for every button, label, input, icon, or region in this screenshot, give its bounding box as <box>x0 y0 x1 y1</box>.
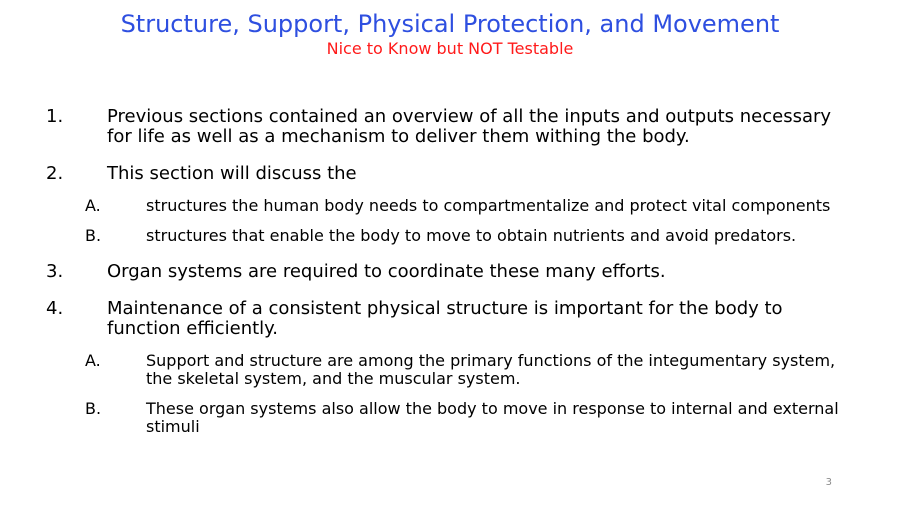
slide-subtitle: Nice to Know but NOT Testable <box>326 39 574 58</box>
sub-item-text-line: These organ systems also allow the body to move in response to internal and external <box>146 399 839 418</box>
sub-item-text-line: structures that enable the body to move to obtain nutrients and avoid predators. <box>146 226 797 245</box>
sub-item-text-line: the skeletal system, and the muscular system. <box>146 369 521 388</box>
sub-item-text-line: structures the human body needs to compartmentalize and protect vital components <box>146 196 831 215</box>
sub-list-marker: A. <box>85 351 101 370</box>
sub-item-text-line: Support and structure are among the primary functions of the integumentary system, <box>146 351 836 370</box>
list-item-text-line: This section will discuss the <box>107 163 357 184</box>
list-item-text-line: for life as well as a mechanism to deliver them withing the body. <box>107 126 690 147</box>
list-item-text-line: Maintenance of a consistent physical structure is important for the body to <box>107 298 783 319</box>
list-marker: 3. <box>46 261 64 282</box>
list-item-text-line: Previous sections contained an overview of all the inputs and outputs necessary <box>107 106 832 127</box>
sub-list-marker: B. <box>85 226 102 245</box>
list-item-text-line: function efficiently. <box>107 318 278 339</box>
list-marker: 2. <box>46 163 64 184</box>
page-number: 3 <box>825 477 832 488</box>
slide-title: Structure, Support, Physical Protection, and Movement <box>120 10 780 38</box>
list-marker: 1. <box>46 106 64 127</box>
sub-list-marker: B. <box>85 399 102 418</box>
sub-item-text-line: stimuli <box>146 417 200 436</box>
list-marker: 4. <box>46 298 64 319</box>
list-item-text-line: Organ systems are required to coordinate these many efforts. <box>107 261 666 282</box>
sub-list-marker: A. <box>85 196 101 215</box>
